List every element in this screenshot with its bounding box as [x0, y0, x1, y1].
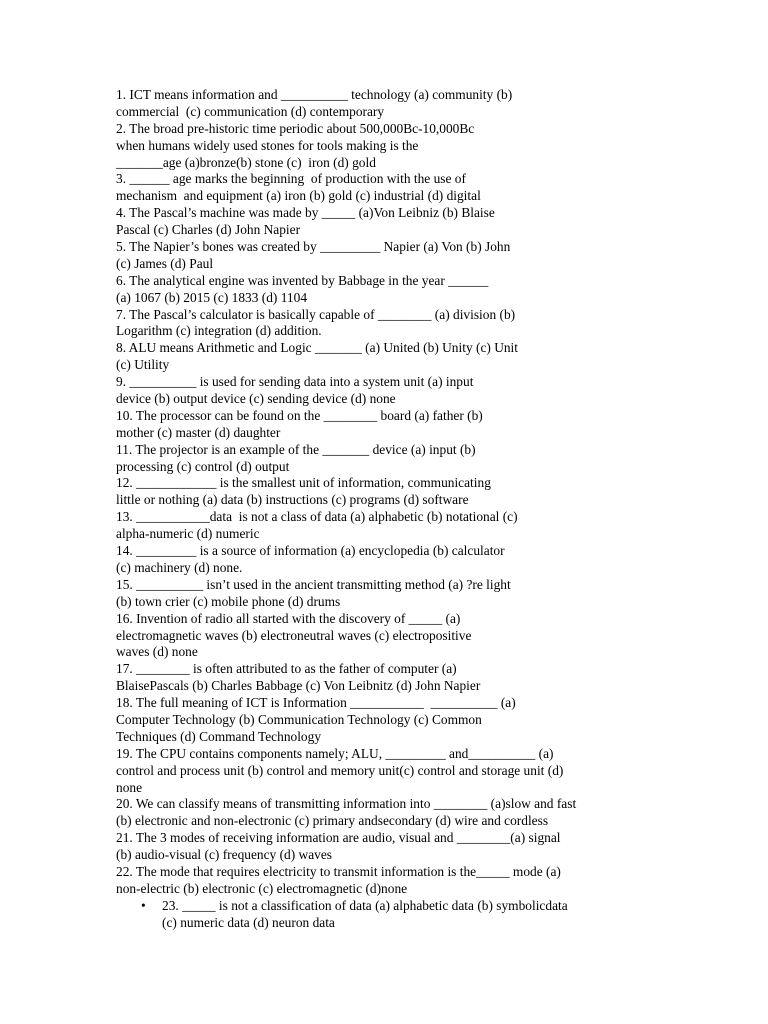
text-line: 6. The analytical engine was invented by Babbage in the year ______	[116, 272, 489, 288]
text-line: 4. The Pascal’s machine was made by _____ (a)Von Leibniz (b) Blaise	[116, 205, 495, 221]
text-line: electromagnetic waves (b) electroneutral waves (c) electropositive	[116, 627, 472, 643]
text-line: 2. The broad pre-historic time periodic about 500,000Bc-10,000Bc	[116, 120, 475, 136]
text-line: 14. _________ is a source of information (a) encyclopedia (b) calculator	[116, 543, 505, 559]
text-line: Computer Technology (b) Communication Technology (c) Common	[116, 711, 482, 727]
text-line: Techniques (d) Command Technology	[116, 728, 322, 744]
text-line: (c) machinery (d) none.	[116, 559, 243, 575]
text-line: 17. ________ is often attributed to as the father of computer (a)	[116, 661, 457, 677]
text-line: (c) Utility	[116, 357, 170, 373]
text-line: little or nothing (a) data (b) instructions (c) programs (d) software	[116, 492, 469, 508]
text-line: processing (c) control (d) output	[116, 458, 290, 474]
text-line: 3. ______ age marks the beginning of production with the use of	[116, 171, 466, 187]
text-line: alpha-numeric (d) numeric	[116, 526, 260, 542]
text-line: 1. ICT means information and __________ technology (a) community (b)	[116, 87, 513, 102]
text-line: 12. ____________ is the smallest unit of information, communicating	[116, 475, 491, 491]
text-line: 15. __________ isn’t used in the ancient transmitting method (a) ?re light	[116, 576, 511, 592]
text-line: (a) 1067 (b) 2015 (c) 1833 (d) 1104	[116, 289, 308, 305]
text-line: 8. ALU means Arithmetic and Logic _______ (a) United (b) Unity (c) Unit	[116, 340, 518, 356]
bullet-question-text: 23. _____ is not a classification of data (a) alphabetic data (b) symbolicdata	[162, 897, 568, 913]
text-line: BlaisePascals (b) Charles Babbage (c) Von Leibnitz (d) John Napier	[116, 678, 481, 694]
text-line: 21. The 3 modes of receiving information are audio, visual and ________(a) signal	[116, 830, 561, 846]
text-line: 7. The Pascal’s calculator is basically capable of ________ (a) division (b)	[116, 306, 516, 322]
bullet-question-continuation: (c) numeric data (d) neuron data	[162, 914, 335, 930]
text-line: control and process unit (b) control and memory unit(c) control and storage unit (d)	[116, 762, 564, 778]
text-line: 18. The full meaning of ICT is Information ___________ __________ (a)	[116, 695, 516, 711]
text-line: 19. The CPU contains components namely; ALU, _________ and__________ (a)	[116, 745, 554, 761]
text-line: 16. Invention of radio all started with the discovery of _____ (a)	[116, 610, 461, 626]
text-line: waves (d) none	[116, 644, 198, 660]
text-line: (b) audio-visual (c) frequency (d) waves	[116, 847, 333, 863]
text-line: 20. We can classify means of transmitting information into ________ (a)slow and fast	[116, 796, 577, 812]
text-line: 10. The processor can be found on the ________ board (a) father (b)	[116, 407, 483, 423]
text-line: device (b) output device (c) sending device (d) none	[116, 391, 396, 407]
text-line: Pascal (c) Charles (d) John Napier	[116, 222, 301, 238]
text-line: Logarithm (c) integration (d) addition.	[116, 323, 322, 339]
text-line: 9. __________ is used for sending data into a system unit (a) input	[116, 374, 474, 390]
question-list	[116, 87, 756, 932]
text-line: commercial (c) communication (d) contemporary	[116, 103, 385, 119]
bullet-icon: •	[141, 897, 146, 913]
text-line: mechanism and equipment (a) iron (b) gold (c) industrial (d) digital	[116, 188, 481, 204]
text-line: mother (c) master (d) daughter	[116, 424, 281, 440]
text-line: _______age (a)bronze(b) stone (c) iron (d) gold	[116, 154, 376, 170]
text-line: 13. ___________data is not a class of data (a) alphabetic (b) notational (c)	[116, 509, 518, 525]
text-line: (b) electronic and non-electronic (c) primary andsecondary (d) wire and cordless	[116, 813, 549, 829]
text-line: non-electric (b) electronic (c) electromagnetic (d)none	[116, 880, 408, 896]
text-line: 11. The projector is an example of the _______ device (a) input (b)	[116, 441, 476, 457]
text-line: 5. The Napier’s bones was created by _________ Napier (a) Von (b) John	[116, 239, 511, 255]
text-line: none	[116, 779, 143, 795]
text-line: 22. The mode that requires electricity to transmit information is the_____ mode (a)	[116, 863, 561, 879]
bullet-question-line	[116, 898, 756, 915]
text-line: when humans widely used stones for tools making is the	[116, 137, 419, 153]
text-line: (c) James (d) Paul	[116, 255, 214, 271]
text-line: (b) town crier (c) mobile phone (d) drums	[116, 593, 341, 609]
